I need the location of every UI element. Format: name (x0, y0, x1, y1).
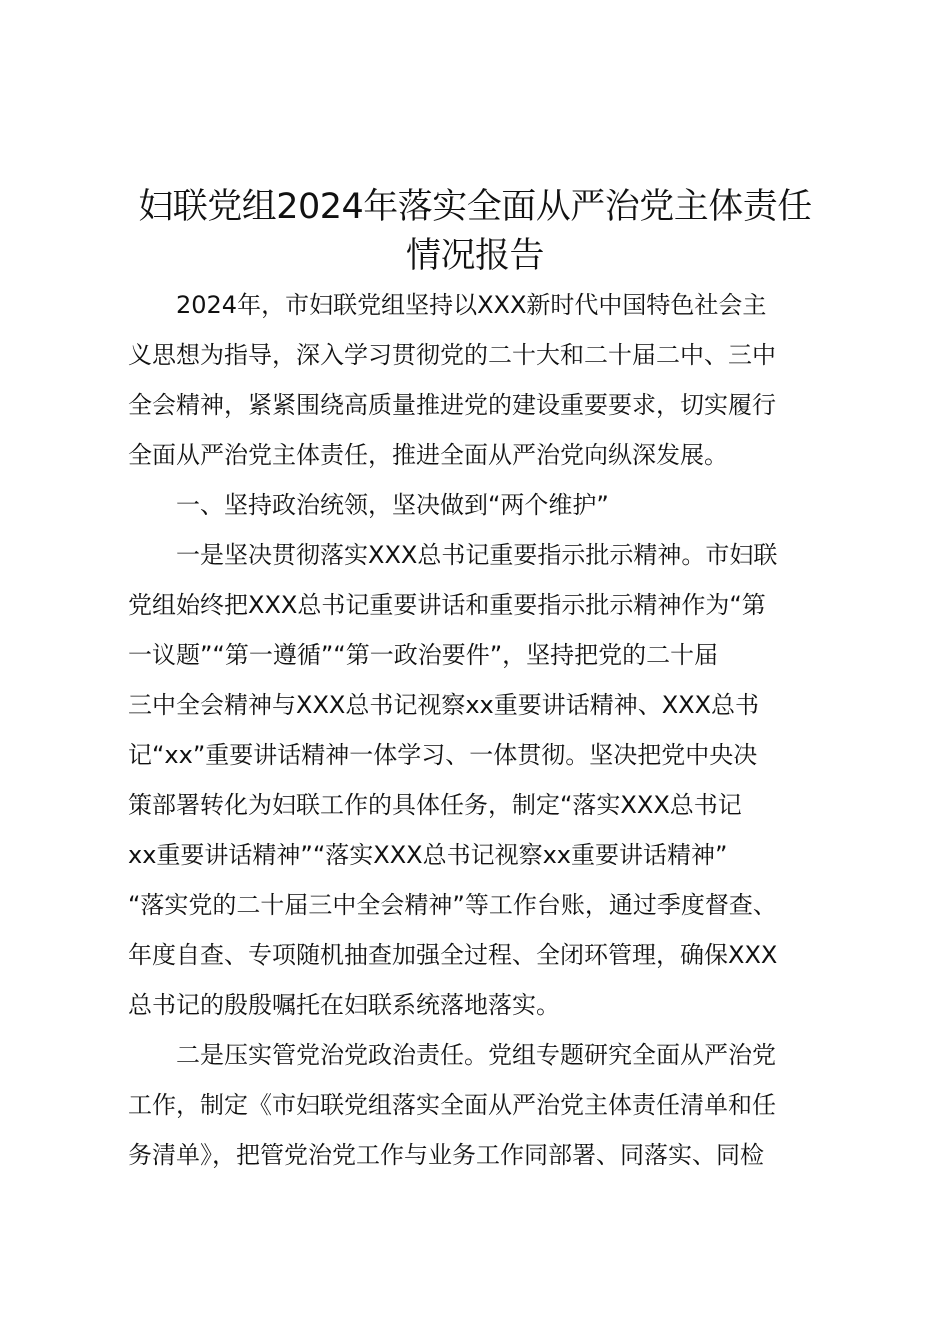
paragraph-line: xx重要讲话精神”“落实XXX总书记视察xx重要讲话精神” (128, 841, 728, 869)
paragraph-line: 一是坚决贯彻落实XXX总书记重要指示批示精神。市妇联 (176, 541, 778, 569)
paragraph-line: 一议题”“第一遵循”“第一政治要件”，坚持把党的二十届 (128, 641, 719, 669)
paragraph-line: 年度自查、专项随机抽查加强全过程、全闭环管理，确保XXX (128, 941, 778, 969)
paragraph-line: 全面从严治党主体责任，推进全面从严治党向纵深发展。 (128, 441, 728, 469)
paragraph-line: 党组始终把XXX总书记重要讲话和重要指示批示精神作为“第 (128, 591, 766, 619)
paragraph-line: 义思想为指导，深入学习贯彻党的二十大和二十届二中、三中 (128, 341, 776, 369)
section-heading: 一、坚持政治统领，坚决做到“两个维护” (176, 491, 609, 519)
paragraph-line: 三中全会精神与XXX总书记视察xx重要讲话精神、XXX总书 (128, 691, 760, 719)
paragraph-line: 2024年，市妇联党组坚持以XXX新时代中国特色社会主 (176, 291, 767, 319)
document-title-line-2: 情况报告 (405, 236, 544, 276)
paragraph-line: 总书记的殷殷嘱托在妇联系统落地落实。 (128, 991, 560, 1019)
paragraph-line: 二是压实管党治党政治责任。党组专题研究全面从严治党 (176, 1041, 776, 1069)
paragraph-line: 策部署转化为妇联工作的具体任务，制定“落实XXX总书记 (128, 791, 742, 819)
paragraph-line: 记“xx”重要讲话精神一体学习、一体贯彻。坚决把党中央决 (128, 741, 758, 769)
document-title-line-1: 妇联党组2024年落实全面从严治党主体责任 (138, 187, 812, 227)
paragraph-line: “落实党的二十届三中全会精神”等工作台账，通过季度督查、 (128, 891, 777, 919)
paragraph-line: 全会精神，紧紧围绕高质量推进党的建设重要要求，切实履行 (128, 391, 776, 419)
paragraph-line: 工作，制定《市妇联党组落实全面从严治党主体责任清单和任 (128, 1091, 776, 1119)
paragraph-line: 务清单》，把管党治党工作与业务工作同部署、同落实、同检 (128, 1141, 764, 1169)
